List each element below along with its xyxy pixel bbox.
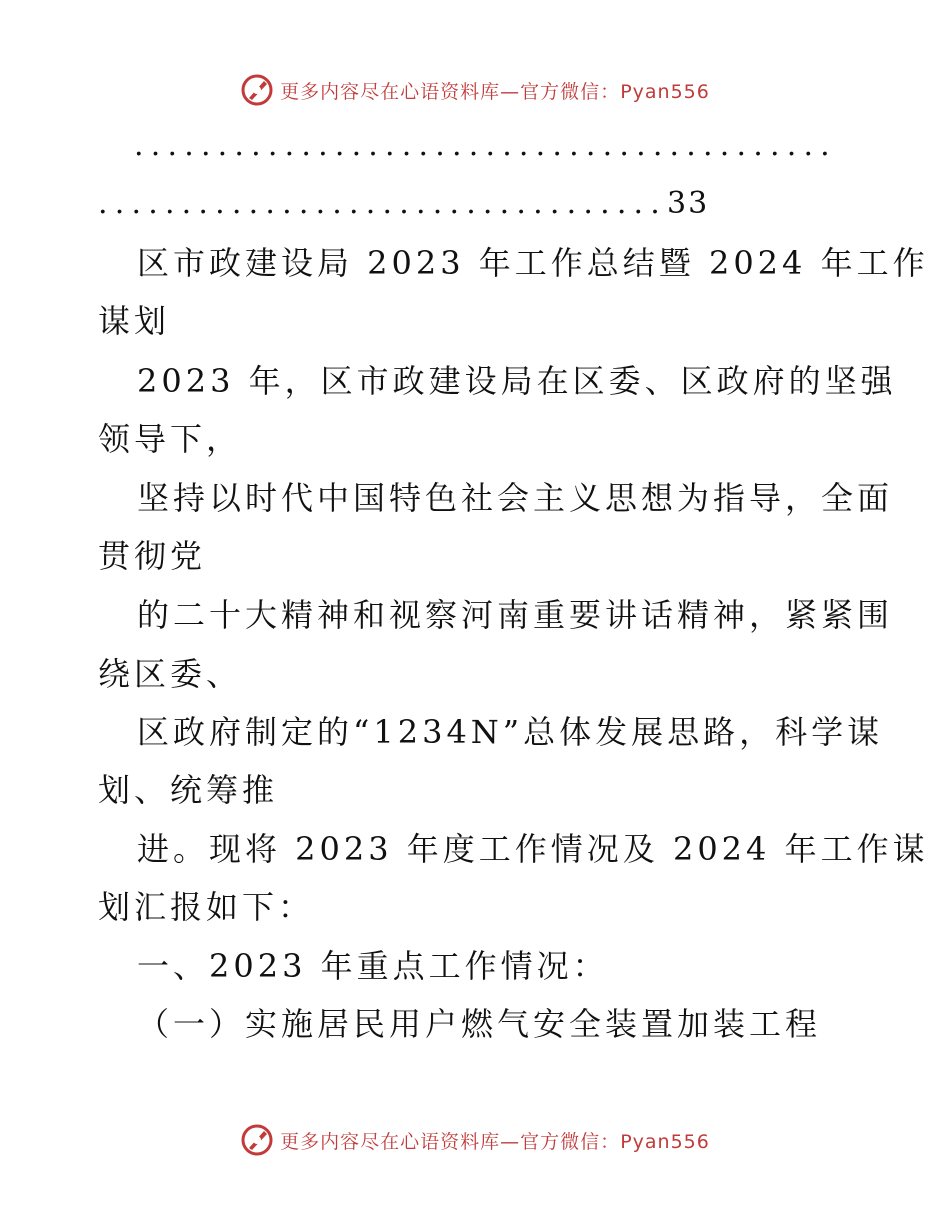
header-banner-wx-id: Pyan556	[620, 80, 710, 103]
header-banner-wx-label: 官方微信：	[520, 80, 621, 103]
section-heading-1: 一、2023 年重点工作情况：	[137, 947, 609, 985]
footer-banner-sep: —	[500, 1130, 521, 1153]
footer-banner-wx-id: Pyan556	[620, 1130, 710, 1153]
paragraph-5-line-2: 划汇报如下：	[98, 888, 315, 926]
paragraph-3-line-1: 的二十大精神和视察河南重要讲话精神，紧紧围	[137, 596, 894, 634]
footer-banner	[0, 1120, 950, 1160]
paragraph-3-line-2: 绕区委、	[98, 655, 243, 693]
toc-page-number: 33	[667, 186, 710, 221]
toc-dot-leader-2	[98, 184, 709, 224]
footer-banner-main: 更多内容尽在心语资料库	[280, 1130, 501, 1153]
paragraph-2-line-2: 贯彻党	[98, 537, 207, 575]
paragraph-4-line-1: 区政府制定的“1234N”总体发展思路，科学谋	[137, 713, 884, 751]
paragraph-5-line-1: 进。现将 2023 年度工作情况及 2024 年工作谋	[137, 830, 929, 868]
toc-dots: ..................................	[98, 186, 668, 221]
pen-seal-icon	[240, 1123, 274, 1157]
footer-banner-text	[280, 1127, 710, 1154]
toc-dot-leader-1: ..........................................	[134, 128, 837, 163]
paragraph-2-line-1: 坚持以时代中国特色社会主义思想为指导，全面	[137, 479, 894, 517]
paragraph-1-line-1: 2023 年，区市政建设局在区委、区政府的坚强	[137, 362, 897, 400]
document-title-line-2: 谋划	[98, 302, 171, 340]
header-banner-main: 更多内容尽在心语资料库	[280, 80, 501, 103]
footer-banner-wx-label: 官方微信：	[520, 1130, 621, 1153]
subsection-heading-1: （一）实施居民用户燃气安全装置加装工程	[137, 1005, 822, 1043]
paragraph-4-line-2: 划、统筹推	[98, 771, 279, 809]
paragraph-1-line-2: 领导下，	[98, 420, 243, 458]
header-banner-sep: —	[500, 80, 521, 103]
document-title-line-1: 区市政建设局 2023 年工作总结暨 2024 年工作	[137, 244, 929, 282]
